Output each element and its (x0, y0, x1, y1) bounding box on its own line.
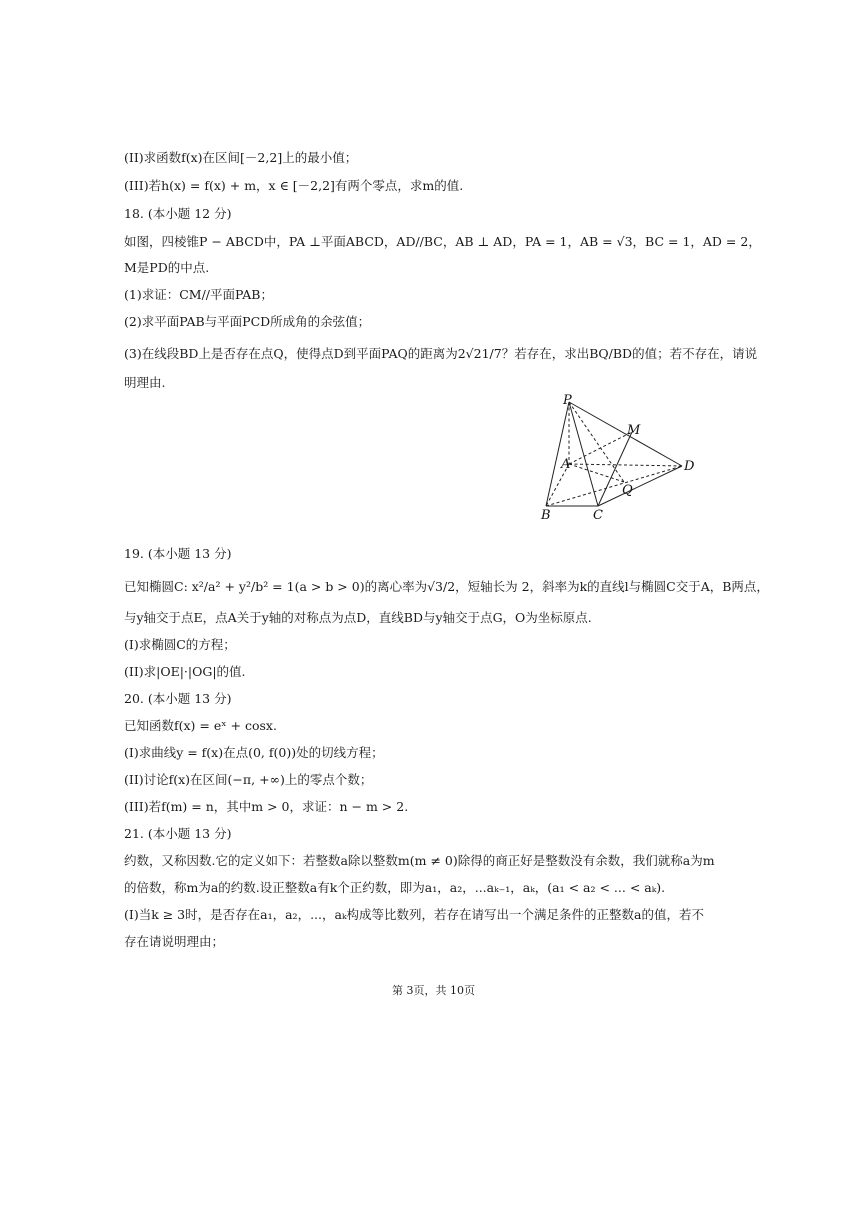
text-line-23: (I)当k ≥ 3时，是否存在a₁，a₂，...，aₖ构成等比数列，若存在请写出一个满足条件的正整数a的值，若不 (124, 907, 704, 922)
label-P: P (563, 394, 572, 408)
problem-21-heading: 21. (本小题 13 分) (124, 826, 232, 841)
pyramid-figure (528, 394, 708, 526)
text-line-22: 的倍数，称m为a的约数.设正整数a有k个正约数，即为a₁，a₂，...aₖ₋₁，aₖ，(a₁ < a₂ < ... < aₖ). (124, 880, 666, 895)
label-B: B (541, 508, 551, 523)
text-line-21: 约数，又称因数.它的定义如下：若整数a除以整数m(m ≠ 0)除得的商正好是整数没有余数，我们就称a为m (124, 853, 715, 868)
label-A: A (561, 457, 571, 472)
text-line-6: (1)求证：CM//平面PAB； (124, 287, 273, 302)
text-line-24: 存在请说明理由； (124, 934, 225, 949)
text-line-14: (II)求|OE|·|OG|的值. (124, 664, 246, 679)
text-line-18: (II)讨论f(x)在区间(−π, +∞)上的零点个数； (124, 772, 373, 787)
label-Q: Q (622, 483, 633, 498)
text-line-7: (2)求平面PAB与平面PCD所成角的余弦值； (124, 314, 371, 329)
problem-18-heading: 18. (本小题 12 分) (124, 206, 232, 221)
text-line-5: M是PD的中点. (124, 260, 210, 275)
text-line-17: (I)求曲线y = f(x)在点(0, f(0))处的切线方程； (124, 745, 384, 760)
text-line-19: (III)若f(m) = n，其中m > 0，求证：n − m > 2. (124, 799, 409, 814)
text-line-4: 如图，四棱锥P − ABCD中，PA ⊥平面ABCD，AD//BC，AB ⊥ AD，PA = 1，AB = √3，BC = 1，AD = 2， (124, 234, 761, 249)
label-D: D (684, 459, 695, 474)
problem-20-heading: 20. (本小题 13 分) (124, 691, 232, 706)
text-line-16: 已知函数f(x) = eˣ + cosx. (124, 718, 277, 733)
problem-19-heading: 19. (本小题 13 分) (124, 546, 232, 561)
page-footer: 第 3页，共 10页 (392, 984, 475, 997)
text-line-8: (3)在线段BD上是否存在点Q，使得点D到平面PAQ的距离为2√21/7？若存在，求出BQ/BD的值；若不存在，请说 (124, 346, 758, 361)
label-M: M (627, 423, 641, 438)
text-line-11: 已知椭圆C: x²/a² + y²/b² = 1(a > b > 0)的离心率为√3/2，短轴长为 2，斜率为k的直线l与椭圆C交于A，B两点， (124, 579, 769, 594)
text-line-12: 与y轴交于点E，点A关于y轴的对称点为点D，直线BD与y轴交于点G，O为坐标原点. (124, 610, 592, 625)
text-line-9: 明理由. (124, 375, 166, 390)
text-line-13: (I)求椭圆C的方程； (124, 637, 236, 652)
text-line-2: (III)若h(x) = f(x) + m，x ∈ [－2,2]有两个零点，求m的值. (124, 178, 464, 193)
text-line-1: (II)求函数f(x)在区间[－2,2]上的最小值； (124, 150, 358, 165)
label-C: C (593, 508, 603, 523)
